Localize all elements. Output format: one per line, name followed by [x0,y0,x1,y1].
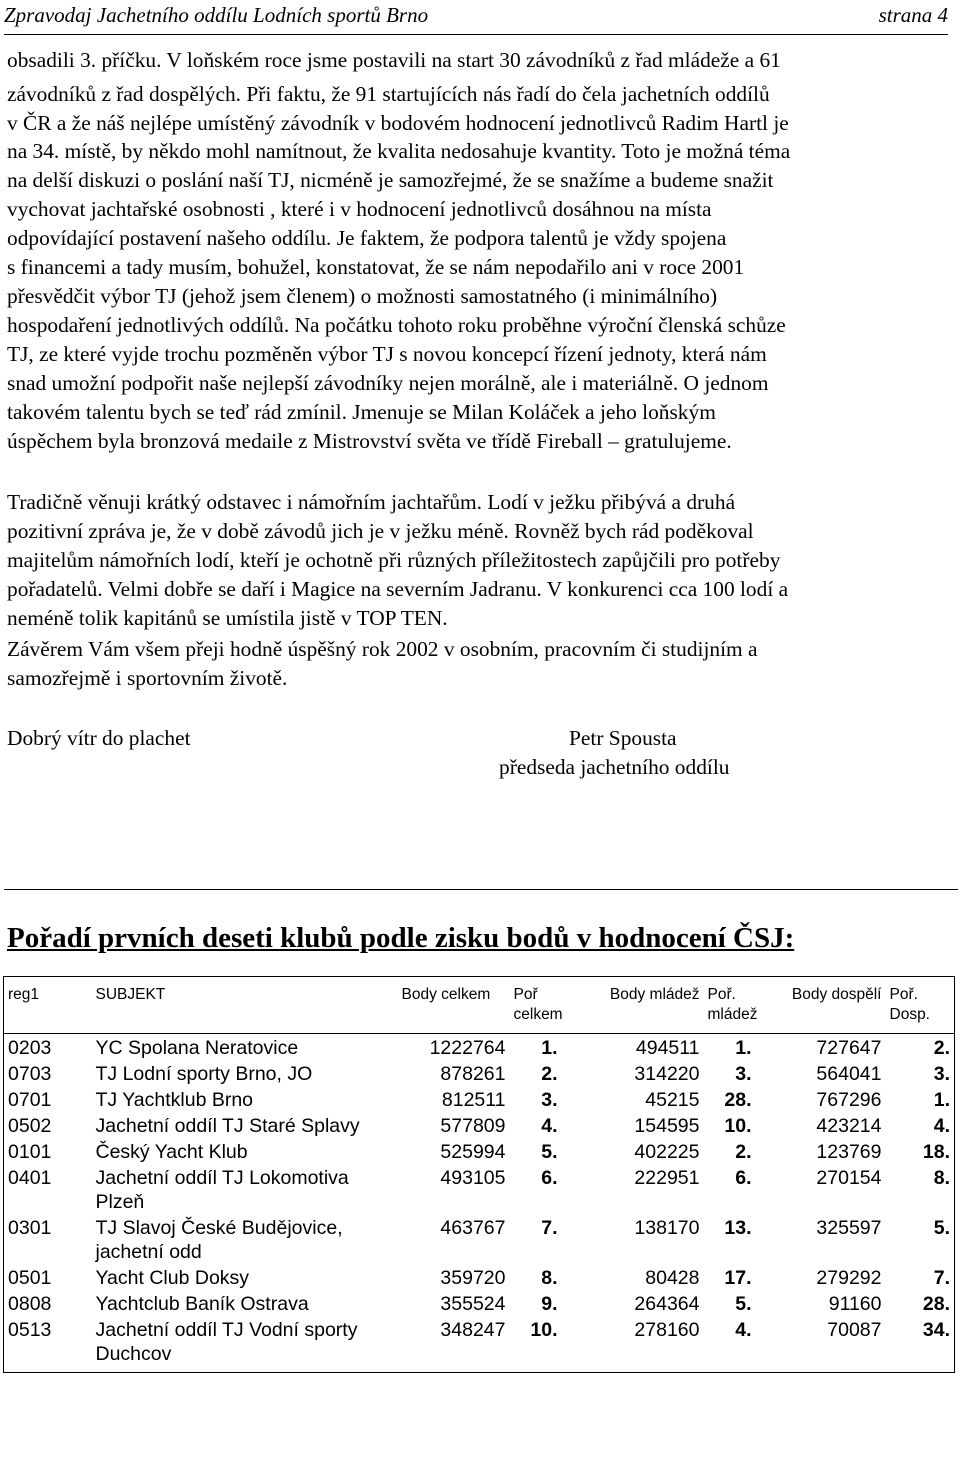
section-divider [4,889,958,890]
cell-points-adult: 727647 [816,1037,882,1059]
body-line: hospodaření jednotlivých oddílů. Na počátku tohoto roku proběhne výroční členská schůze [7,313,786,337]
body-line: odpovídající postavení našeho oddílu. Je faktem, že podpora talentů je vždy spojena [7,226,727,250]
body-line: pořadatelů. Velmi dobře se daří i Magice na severním Jadranu. V konkurenci cca 100 lodí a [7,577,789,601]
cell-subject: Jachetní oddíl TJ Lokomotiva Plzeň [95,1167,349,1213]
cell-rank-adult: 3. [933,1063,950,1085]
table-header-row [4,977,955,1034]
cell-points-youth: 154595 [634,1115,700,1137]
cell-subject: Yachtclub Baník Ostrava [95,1293,309,1315]
cell-points-youth: 278160 [634,1319,700,1341]
body-line: takovém talentu bych se teď rád zmínil. Jmenuje se Milan Koláček a jeho loňským [7,400,716,424]
cell-points-total: 577809 [440,1115,506,1137]
body-line: závodníků z řad dospělých. Při faktu, že 91 startujících nás řadí do čela jachetních oddílů [7,82,770,106]
cell-reg: 0701 [8,1089,52,1111]
cell-reg: 0501 [8,1267,52,1289]
cell-subject: TJ Yachtklub Brno [95,1089,254,1111]
cell-subject: TJ Slavoj České Budějovice, jachetní odd [95,1217,343,1263]
header-points-adult: Body dospělí [756,977,886,1034]
cell-points-adult: 325597 [816,1217,882,1239]
cell-subject: Jachetní oddíl TJ Staré Splavy [95,1115,360,1137]
cell-points-adult: 767296 [816,1089,882,1111]
cell-rank-total: 2. [541,1063,558,1085]
header-rank-adult: Poř. Dosp. [886,977,955,1034]
cell-points-total: 359720 [440,1267,506,1289]
body-line: Tradičně věnuji krátký odstavec i námořním jachtařům. Lodí v ježku přibývá a druhá [7,490,736,514]
body-line: obsadili 3. příčku. V loňském roce jsme postavili na start 30 závodníků z řad mládeže a 61 [7,48,781,72]
body-line: samozřejmě i sportovním životě. [7,666,288,690]
body-line: TJ, ze které vyjde trochu pozměněn výbor TJ s novou koncepcí řízení jednoty, která nám [7,342,767,366]
cell-rank-total: 6. [541,1167,558,1189]
cell-points-youth: 314220 [634,1063,700,1085]
cell-rank-adult: 18. [922,1141,950,1163]
body-line: pozitivní zpráva je, že v době závodů jich je v ježku méně. Rovněž bych rád poděkoval [7,519,754,543]
table-row [4,1113,955,1139]
header-reg: reg1 [4,977,92,1034]
cell-rank-youth: 13. [724,1217,752,1239]
table-row [4,1265,955,1291]
cell-rank-adult: 7. [933,1267,950,1289]
table-row [4,1139,955,1165]
page-header [4,2,948,35]
cell-rank-total: 1. [541,1037,558,1059]
cell-rank-total: 9. [541,1293,558,1315]
cell-points-youth: 264364 [634,1293,700,1315]
cell-points-total: 348247 [440,1319,506,1341]
cell-reg: 0203 [8,1037,52,1059]
cell-reg: 0703 [8,1063,52,1085]
cell-rank-adult: 34. [922,1319,950,1341]
body-line: majitelům námořních lodí, kteří je ochotně při různých příležitostech zapůjčili pro potřeby [7,548,781,572]
cell-points-total: 878261 [440,1063,506,1085]
cell-rank-adult: 2. [933,1037,950,1059]
cell-rank-adult: 28. [922,1293,950,1315]
cell-rank-total: 5. [541,1141,558,1163]
cell-reg: 0401 [8,1167,52,1189]
cell-points-adult: 270154 [816,1167,882,1189]
cell-rank-youth: 2. [735,1141,752,1163]
cell-rank-total: 4. [541,1115,558,1137]
cell-points-adult: 70087 [827,1319,882,1341]
page-number: strana 4 [878,3,948,27]
cell-points-total: 355524 [440,1293,506,1315]
cell-rank-adult: 5. [933,1217,950,1239]
cell-subject: Yacht Club Doksy [95,1267,250,1289]
body-line: vychovat jachtařské osobnosti , které i v hodnocení jednotlivců dosáhnou na místa [7,197,712,221]
cell-reg: 0301 [8,1217,52,1239]
cell-rank-youth: 28. [724,1089,752,1111]
header-points-total: Body celkem [398,977,510,1034]
table-row [4,1317,955,1373]
cell-points-total: 493105 [440,1167,506,1189]
table-row [4,1215,955,1265]
club-ranking-table [3,976,955,1373]
section-title: Pořadí prvních deseti klubů podle zisku bodů v hodnocení ČSJ: [7,922,795,954]
cell-points-adult: 123769 [816,1141,882,1163]
cell-points-youth: 402225 [634,1141,700,1163]
cell-rank-youth: 10. [724,1115,752,1137]
cell-points-total: 525994 [440,1141,506,1163]
body-line: v ČR a že náš nejlépe umístěný závodník v bodovém hodnocení jednotlivců Radim Hartl je [7,111,789,135]
cell-points-adult: 564041 [816,1063,882,1085]
body-line: úspěchem byla bronzová medaile z Mistrovství světa ve třídě Fireball – gratulujeme. [7,429,732,453]
cell-points-total: 1222764 [429,1037,506,1059]
table-row [4,1061,955,1087]
cell-rank-youth: 4. [735,1319,752,1341]
cell-points-youth: 45215 [645,1089,700,1111]
body-line: na delší diskuzi o poslání naší TJ, nicméně je samozřejmé, že se snažíme a budeme snažit [7,168,774,192]
cell-rank-adult: 4. [933,1115,950,1137]
cell-subject: Český Yacht Klub [95,1141,248,1163]
cell-rank-total: 10. [530,1319,558,1341]
table-row [4,1291,955,1317]
cell-points-adult: 423214 [816,1115,882,1137]
cell-points-total: 463767 [440,1217,506,1239]
closing-greeting: Dobrý vítr do plachet [7,726,191,750]
body-line: přesvědčit výbor TJ (jehož jsem členem) o možnosti samostatného (i minimálního) [7,284,718,308]
table-row [4,1165,955,1215]
cell-subject: TJ Lodní sporty Brno, JO [95,1063,313,1085]
cell-points-youth: 138170 [634,1217,700,1239]
cell-rank-adult: 8. [933,1167,950,1189]
cell-points-total: 812511 [441,1089,506,1111]
cell-points-youth: 494511 [635,1037,700,1059]
cell-subject: Jachetní oddíl TJ Vodní sporty Duchcov [95,1319,358,1365]
cell-points-adult: 279292 [816,1267,882,1289]
cell-reg: 0808 [8,1293,52,1315]
table-row [4,1034,955,1062]
newsletter-title: Zpravodaj Jachetního oddílu Lodních sportů Brno [4,3,429,27]
header-points-youth: Body mládež [562,977,704,1034]
cell-rank-youth: 5. [735,1293,752,1315]
cell-subject: YC Spolana Neratovice [95,1037,299,1059]
cell-rank-total: 7. [541,1217,558,1239]
cell-reg: 0513 [8,1319,52,1341]
body-line: neméně tolik kapitánů se umístila jistě v TOP TEN. [7,606,448,630]
cell-rank-youth: 1. [735,1037,752,1059]
cell-points-adult: 91160 [828,1293,882,1315]
table-row [4,1087,955,1113]
header-rank-total: Poř celkem [510,977,562,1034]
header-subject: SUBJEKT [92,977,398,1034]
cell-reg: 0101 [8,1141,52,1163]
cell-points-youth: 222951 [634,1167,700,1189]
cell-rank-youth: 6. [735,1167,752,1189]
body-line: s financemi a tady musím, bohužel, konstatovat, že se nám nepodařilo ani v roce 2001 [7,255,745,279]
header-rank-youth: Poř. mládež [704,977,756,1034]
body-line: snad umožní podpořit naše nejlepší závodníky nejen morálně, ale i materiálně. O jednom [7,371,769,395]
cell-rank-adult: 1. [933,1089,950,1111]
cell-reg: 0502 [8,1115,52,1137]
cell-points-youth: 80428 [645,1267,700,1289]
signature-role: předseda jachetního oddílu [499,755,730,779]
cell-rank-total: 3. [541,1089,558,1111]
cell-rank-youth: 3. [735,1063,752,1085]
cell-rank-total: 8. [541,1267,558,1289]
body-line: Závěrem Vám všem přeji hodně úspěšný rok 2002 v osobním, pracovním či studijním a [7,637,758,661]
cell-rank-youth: 17. [724,1267,752,1289]
body-line: na 34. místě, by někdo mohl namítnout, že kvalita nedosahuje kvantity. Toto je možná téma [7,139,791,163]
signature-name: Petr Spousta [569,726,677,750]
